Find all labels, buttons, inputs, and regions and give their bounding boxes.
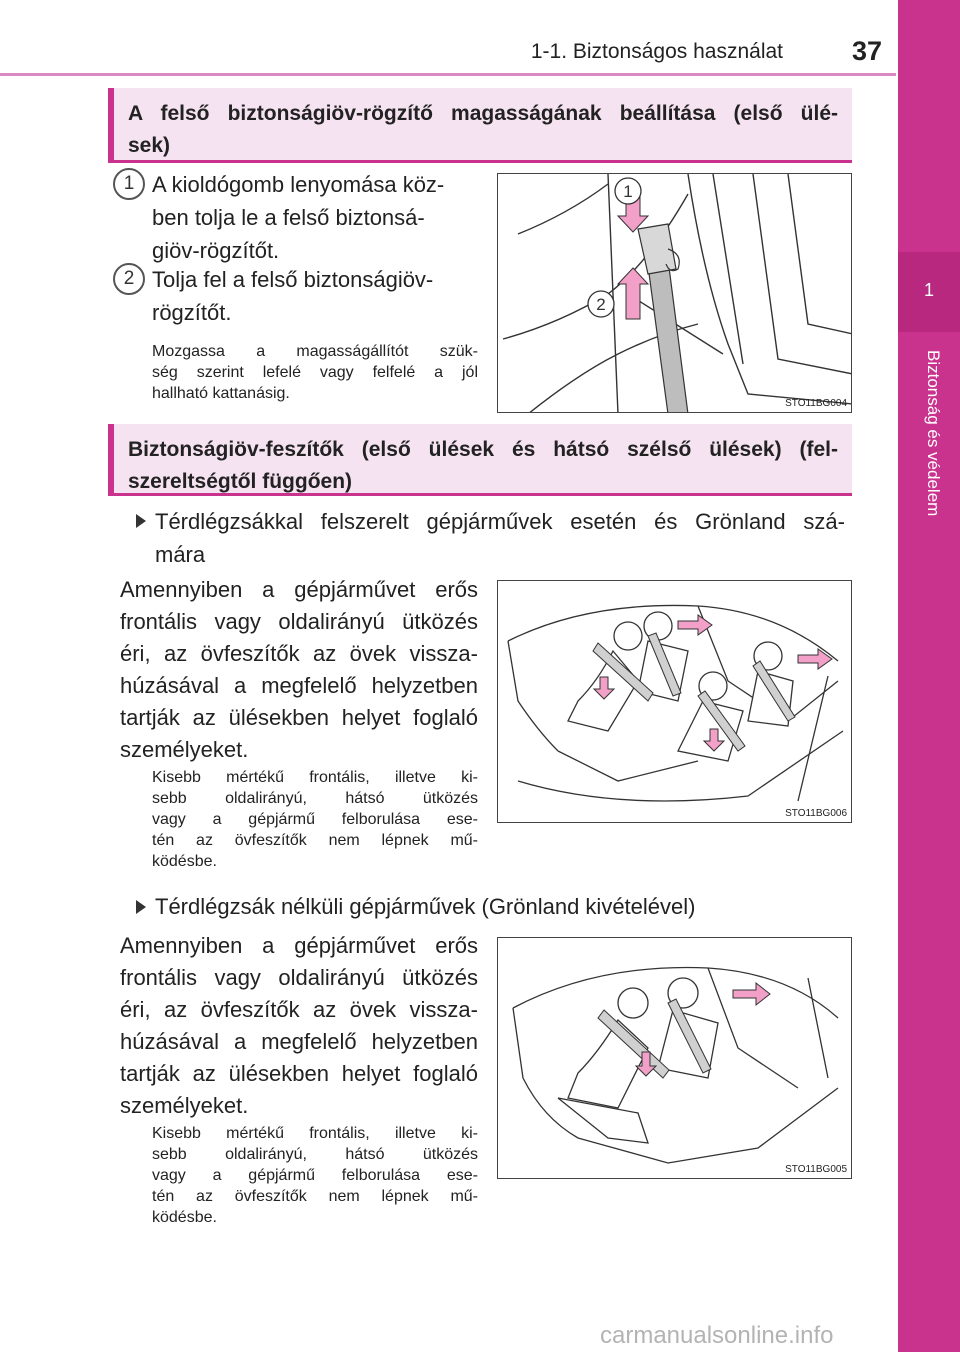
step-line: ben tolja le a felső biztonsá- bbox=[152, 205, 425, 230]
bullet-arrow-icon bbox=[136, 900, 146, 914]
note-text bbox=[152, 767, 478, 872]
figure-code: STO11BG005 bbox=[785, 1164, 847, 1175]
note-line: hallható kattanásig. bbox=[152, 385, 290, 402]
running-header-section: 1-1. Biztonságos használat bbox=[530, 40, 783, 63]
body-paragraph bbox=[120, 574, 478, 766]
bullet-line: mára bbox=[155, 542, 206, 567]
body-line: személyeket. bbox=[120, 737, 249, 762]
step-line: A kioldógomb lenyomása köz- bbox=[152, 172, 445, 197]
header-rule bbox=[0, 73, 896, 76]
section-heading-line: szereltségtől függően) bbox=[128, 470, 353, 493]
body-line: Amennyiben a gépjárművet erős bbox=[120, 577, 478, 602]
note-line: ség szerint lefelé vagy felfelé a jól bbox=[152, 364, 478, 381]
note-line: Mozgassa a magasságállítót szük- bbox=[152, 343, 478, 360]
step-text bbox=[152, 168, 444, 267]
figure-code: STO11BG004 bbox=[785, 398, 847, 409]
note-line: tén az övfeszítők nem lépnek mű- bbox=[152, 832, 478, 849]
section-heading-line: Biztonságiöv-feszítők (első ülések és hátsó szélső ülések) (fel- bbox=[128, 438, 838, 461]
step-line: Tolja fel a felső biztonságiöv- bbox=[152, 267, 434, 292]
body-line: tartják az ülésekben helyet foglaló bbox=[120, 705, 478, 730]
bullet-line: Térdlégzsákkal felszerelt gépjárművek esetén és Grönland szá- bbox=[155, 509, 845, 534]
belt-anchor-illustration bbox=[498, 174, 852, 413]
note-text bbox=[152, 1123, 478, 1228]
body-line: frontális vagy oldalirányú ütközés bbox=[120, 609, 478, 634]
note-line: vagy a gépjármű felborulása ese- bbox=[152, 1167, 478, 1184]
callout-2: 2 bbox=[596, 295, 606, 314]
body-line: éri, az övfeszítők az övek vissza- bbox=[120, 997, 478, 1022]
figure-code: STO11BG006 bbox=[785, 808, 847, 819]
step-line: giöv-rögzítőt. bbox=[152, 238, 280, 263]
chapter-title-vertical bbox=[903, 350, 955, 580]
figure-pretensioners-no-knee-airbag bbox=[497, 937, 852, 1179]
body-line: személyeket. bbox=[120, 1093, 249, 1118]
note-line: vagy a gépjármű felborulása ese- bbox=[152, 811, 478, 828]
section-heading-line: sek) bbox=[128, 134, 171, 157]
step-number: 2 bbox=[113, 263, 145, 295]
note-line: Kisebb mértékű frontális, illetve ki- bbox=[152, 1125, 478, 1142]
body-line: éri, az övfeszítők az övek vissza- bbox=[120, 641, 478, 666]
note-line: sebb oldalirányú, hátsó ütközés bbox=[152, 790, 478, 807]
body-line: frontális vagy oldalirányú ütközés bbox=[120, 965, 478, 990]
body-line: Amennyiben a gépjárművet erős bbox=[120, 933, 478, 958]
chapter-title: Biztonság és védelem bbox=[924, 350, 943, 517]
note-line: tén az övfeszítők nem lépnek mű- bbox=[152, 1188, 478, 1205]
bullet-text: Térdlégzsák nélküli gépjárművek (Grönland kivételével) bbox=[155, 894, 696, 919]
step-text bbox=[152, 263, 433, 329]
step-number: 1 bbox=[113, 168, 145, 200]
step-line: rögzítőt. bbox=[152, 300, 232, 325]
body-line: húzásával a megfelelő helyzetben bbox=[120, 673, 478, 698]
body-line: húzásával a megfelelő helyzetben bbox=[120, 1029, 478, 1054]
chapter-number: 1 bbox=[923, 280, 934, 300]
chapter-side-tab[interactable] bbox=[898, 0, 960, 1352]
note-line: ködésbe. bbox=[152, 853, 217, 870]
callout-1: 1 bbox=[623, 182, 633, 201]
bullet-arrow-icon bbox=[136, 514, 146, 528]
figure-belt-anchor bbox=[497, 173, 852, 413]
page-number: 37 bbox=[851, 36, 882, 66]
bullet-text bbox=[155, 505, 845, 571]
note-text bbox=[152, 341, 478, 404]
note-line: sebb oldalirányú, hátsó ütközés bbox=[152, 1146, 478, 1163]
cabin-illustration-front-rear bbox=[498, 581, 852, 823]
note-line: Kisebb mértékű frontális, illetve ki- bbox=[152, 769, 478, 786]
body-paragraph bbox=[120, 930, 478, 1122]
body-line: tartják az ülésekben helyet foglaló bbox=[120, 1061, 478, 1086]
section-heading-anchor-adjust bbox=[108, 88, 852, 163]
figure-pretensioners-with-knee-airbag bbox=[497, 580, 852, 823]
section-heading-line: A felső biztonságiöv-rögzítő magasságának beállítása (első ülé- bbox=[128, 102, 838, 125]
watermark: carmanualsonline.info bbox=[600, 1322, 834, 1349]
cabin-illustration-front bbox=[498, 938, 852, 1179]
section-heading-pretensioners bbox=[108, 424, 852, 496]
note-line: ködésbe. bbox=[152, 1209, 217, 1226]
